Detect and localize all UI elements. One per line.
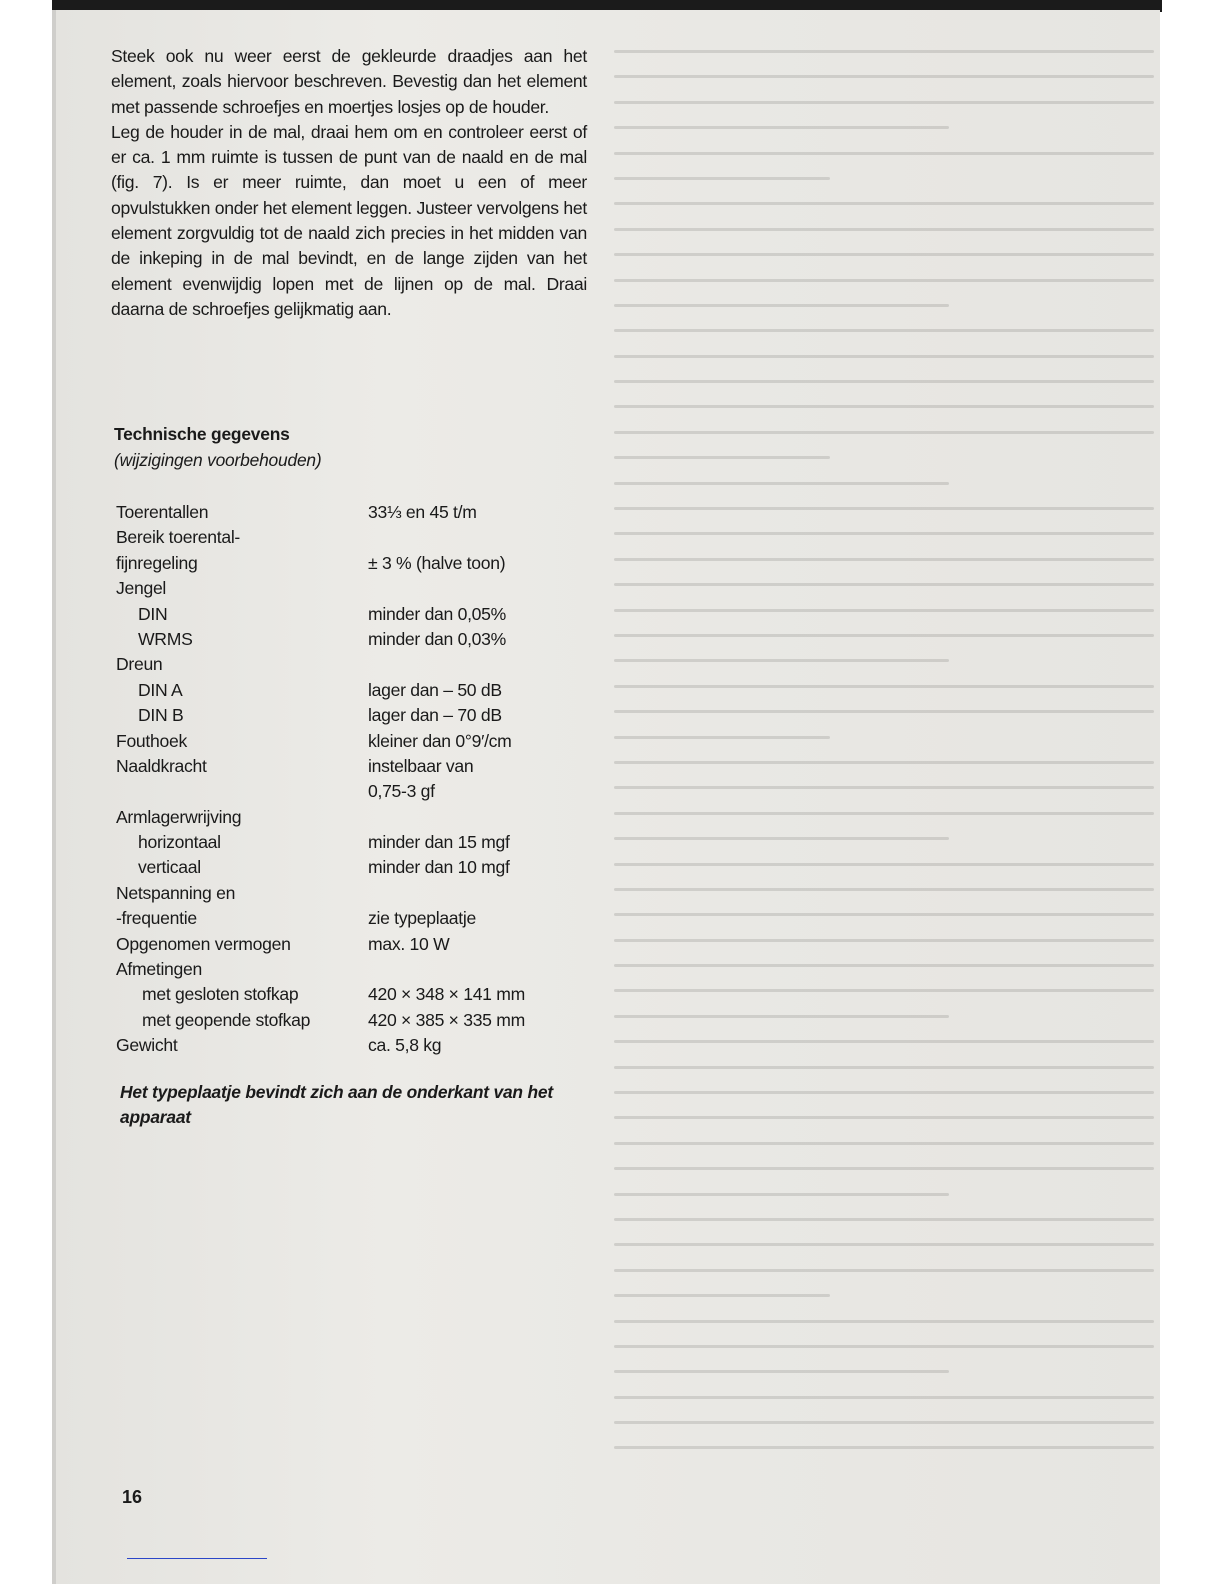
spec-row xyxy=(116,982,596,1007)
ghost-line xyxy=(614,837,949,840)
ghost-line xyxy=(614,1015,949,1018)
ghost-line xyxy=(614,1116,1154,1119)
spec-row xyxy=(116,627,596,652)
ghost-line xyxy=(614,126,949,129)
spec-label: met gesloten stofkap xyxy=(142,984,299,1005)
ghost-line xyxy=(614,913,1154,916)
spec-value: ca. 5,8 kg xyxy=(368,1035,442,1056)
ghost-line xyxy=(614,888,1154,891)
ghost-line xyxy=(614,50,1154,53)
spec-row xyxy=(116,602,596,627)
ghost-line xyxy=(614,1091,1154,1094)
spec-value: 420 × 348 × 141 mm xyxy=(368,984,525,1005)
spec-row xyxy=(116,551,596,576)
ghost-line xyxy=(614,1167,1154,1170)
ghost-line xyxy=(614,1370,949,1373)
spec-label: horizontaal xyxy=(138,832,221,853)
spec-value: zie typeplaatje xyxy=(368,908,476,929)
spec-label: Fouthoek xyxy=(116,730,187,751)
spec-value: kleiner dan 0°9′/cm xyxy=(368,730,512,751)
spec-label: Toerentallen xyxy=(116,502,209,522)
ghost-line xyxy=(614,75,1154,78)
ghost-line xyxy=(614,1446,1154,1449)
specs-table xyxy=(116,500,596,1059)
spec-label: verticaal xyxy=(138,857,201,878)
ghost-line xyxy=(614,659,949,662)
ghost-line xyxy=(614,202,1154,205)
ghost-line xyxy=(614,380,1154,383)
instruction-text xyxy=(111,44,587,322)
spec-label: Netspanning en xyxy=(116,882,236,903)
ghost-line xyxy=(614,1320,1154,1323)
type-plate-note: Het typeplaatje bevindt zich aan de onderkant van het apparaat xyxy=(120,1082,553,1128)
ghost-line xyxy=(614,736,830,739)
ghost-line xyxy=(614,583,1154,586)
spec-value: minder dan 0,05% xyxy=(368,603,506,624)
ghost-line xyxy=(614,863,1154,866)
ghost-line xyxy=(614,405,1154,408)
ghost-line xyxy=(614,228,1154,231)
ghost-line xyxy=(614,1294,830,1297)
ghost-line xyxy=(614,1040,1154,1043)
spec-value: instelbaar van xyxy=(368,755,474,776)
spec-row xyxy=(116,830,596,855)
spec-row xyxy=(116,500,596,525)
spec-row xyxy=(116,805,596,830)
intro-paragraph-1: Steek ook nu weer eerst de gekleurde draadjes aan het element, zoals hiervoor beschreven. Bevestig dan het element met passende schroefjes en moertjes losjes op de houder. xyxy=(111,46,587,117)
ghost-line xyxy=(614,558,1154,561)
ghost-line xyxy=(614,482,949,485)
ghost-line xyxy=(614,304,949,307)
spec-row xyxy=(116,779,596,804)
spec-label: met geopende stofkap xyxy=(142,1009,311,1030)
ghost-line xyxy=(614,1269,1154,1272)
spec-value: minder dan 0,03% xyxy=(368,628,506,649)
ghost-line xyxy=(614,710,1154,713)
spec-row xyxy=(116,678,596,703)
spec-label: -frequentie xyxy=(116,908,197,929)
ghost-line xyxy=(614,431,1154,434)
link-underline xyxy=(127,1558,267,1559)
ghost-line xyxy=(614,532,1154,535)
ghost-line xyxy=(614,507,1154,510)
spec-label: Naaldkracht xyxy=(116,755,207,776)
spec-label xyxy=(116,779,368,804)
spec-value: lager dan – 50 dB xyxy=(368,679,502,700)
spec-value: minder dan 10 mgf xyxy=(368,857,510,878)
ghost-line xyxy=(614,1345,1154,1348)
ghost-line xyxy=(614,1421,1154,1424)
specs-heading: Technische gegevens xyxy=(114,424,290,444)
page-left-edge xyxy=(52,10,56,1584)
spec-label: Gewicht xyxy=(116,1035,178,1056)
ghost-line xyxy=(614,685,1154,688)
spec-label: Armlagerwrijving xyxy=(116,806,242,827)
page-number: 16 xyxy=(122,1487,143,1507)
spec-row xyxy=(116,932,596,957)
spec-row xyxy=(116,525,596,550)
ghost-line xyxy=(614,1142,1154,1145)
spec-label: DIN xyxy=(138,603,168,624)
spec-row xyxy=(116,855,596,880)
ghost-line xyxy=(614,786,1154,789)
spec-value: ± 3 % (halve toon) xyxy=(368,552,506,573)
spec-label: DIN A xyxy=(138,679,183,700)
ghost-line xyxy=(614,253,1154,256)
ghost-line xyxy=(614,152,1154,155)
spec-value: 0,75-3 gf xyxy=(368,781,435,802)
spec-row xyxy=(116,881,596,906)
spec-row xyxy=(116,576,596,601)
spec-row xyxy=(116,906,596,931)
ghost-line xyxy=(614,609,1154,612)
spec-value: minder dan 15 mgf xyxy=(368,832,510,853)
spec-row xyxy=(116,1033,596,1058)
specs-subheading: (wijzigingen voorbehouden) xyxy=(114,450,322,470)
spec-row xyxy=(116,1008,596,1033)
spec-row xyxy=(116,703,596,728)
ghost-line xyxy=(614,761,1154,764)
spec-label: WRMS xyxy=(138,628,193,649)
spec-label: Opgenomen vermogen xyxy=(116,933,291,954)
spec-row xyxy=(116,729,596,754)
ghost-line xyxy=(614,456,830,459)
ghost-line xyxy=(614,634,1154,637)
spec-value: 33⅓ en 45 t/m xyxy=(368,502,477,522)
ghost-line xyxy=(614,989,1154,992)
spec-label: fijnregeling xyxy=(116,552,198,573)
spec-label: DIN B xyxy=(138,705,184,726)
ghost-line xyxy=(614,329,1154,332)
spec-row xyxy=(116,957,596,982)
ghost-line xyxy=(614,1193,949,1196)
ghost-line xyxy=(614,279,1154,282)
ghost-line xyxy=(614,1396,1154,1399)
spec-label: Bereik toerental- xyxy=(116,527,240,548)
ghost-line xyxy=(614,1243,1154,1246)
spec-row xyxy=(116,754,596,779)
spec-label: Jengel xyxy=(116,578,167,599)
spec-value: 420 × 385 × 335 mm xyxy=(368,1009,525,1030)
bleed-through-text xyxy=(614,50,1154,1480)
ghost-line xyxy=(614,101,1154,104)
ghost-line xyxy=(614,355,1154,358)
ghost-line xyxy=(614,964,1154,967)
ghost-line xyxy=(614,939,1154,942)
spec-value: lager dan – 70 dB xyxy=(368,705,502,726)
ghost-line xyxy=(614,1066,1154,1069)
spec-row xyxy=(116,652,596,677)
spec-label: Afmetingen xyxy=(116,959,202,980)
ghost-line xyxy=(614,1218,1154,1221)
spec-value: max. 10 W xyxy=(368,933,450,954)
ghost-line xyxy=(614,812,1154,815)
ghost-line xyxy=(614,177,830,180)
intro-paragraph-2: Leg de houder in de mal, draai hem om en controleer eerst of er ca. 1 mm ruimte is tussen de punt van de naald en de mal (fig. 7). Is er meer ruimte, dan moet u een of meer opvulstukken onder het element leggen. Justeer vervolgens het element zorgvuldig tot de naald zich precies in het midden van de inkeping in de mal bevindt, en de lange zijden van het element evenwijdig lopen met de lijnen op de mal. Draai daarna de schroefjes gelijkmatig aan. xyxy=(111,121,587,319)
spec-label: Dreun xyxy=(116,654,163,675)
